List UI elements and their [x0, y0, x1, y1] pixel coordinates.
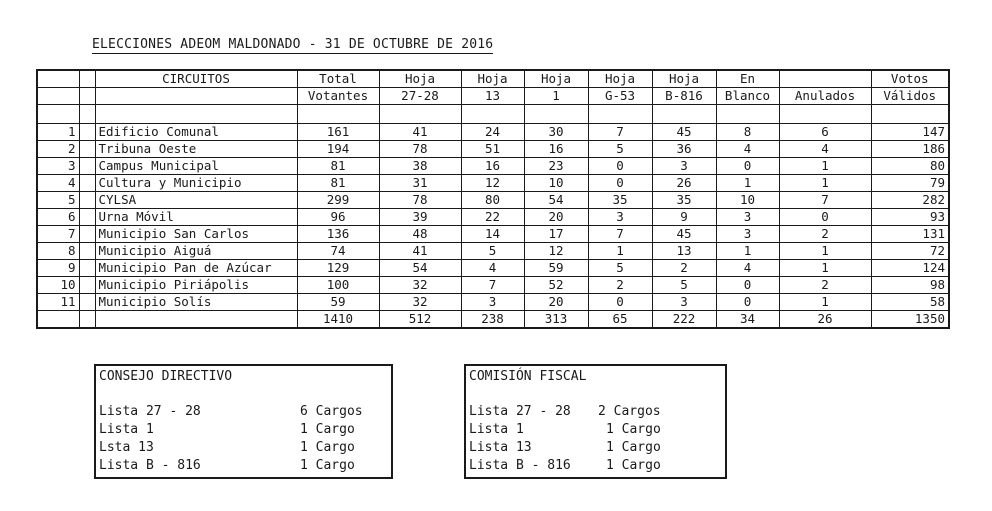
value-cell: 5 — [588, 260, 652, 277]
value-cell: 72 — [871, 243, 949, 260]
value-cell: 0 — [588, 294, 652, 311]
total-cell: 34 — [716, 311, 779, 329]
row-number: 4 — [37, 175, 79, 192]
value-cell: 36 — [652, 141, 716, 158]
row-number: 6 — [37, 209, 79, 226]
row-spacer-cell — [79, 141, 95, 158]
consejo-title: CONSEJO DIRECTIVO — [99, 369, 233, 384]
value-cell: 3 — [652, 294, 716, 311]
value-cell: 20 — [524, 294, 588, 311]
value-cell: 81 — [297, 175, 379, 192]
circuit-name: Tribuna Oeste — [95, 141, 297, 158]
value-cell: 13 — [652, 243, 716, 260]
value-cell: 24 — [461, 124, 524, 141]
table-row — [37, 158, 949, 175]
value-cell: 16 — [461, 158, 524, 175]
col-header-1: Hoja — [379, 70, 461, 88]
col-header-2: Blanco — [716, 88, 779, 105]
value-cell: 7 — [588, 124, 652, 141]
value-cell: 54 — [524, 192, 588, 209]
row-number: 8 — [37, 243, 79, 260]
value-cell: 31 — [379, 175, 461, 192]
circuit-name: Urna Móvil — [95, 209, 297, 226]
value-cell: 1 — [779, 175, 871, 192]
value-cell: 38 — [379, 158, 461, 175]
value-cell: 282 — [871, 192, 949, 209]
value-cell: 131 — [871, 226, 949, 243]
value-cell: 6 — [779, 124, 871, 141]
comision-fiscal-box — [464, 364, 727, 479]
value-cell: 35 — [652, 192, 716, 209]
value-cell: 78 — [379, 192, 461, 209]
value-cell: 5 — [652, 277, 716, 294]
col-header-1: Hoja — [461, 70, 524, 88]
value-cell: 41 — [379, 243, 461, 260]
row-spacer-cell — [79, 277, 95, 294]
value-cell: 45 — [652, 226, 716, 243]
value-cell: 186 — [871, 141, 949, 158]
value-cell: 4 — [716, 141, 779, 158]
value-cell: 93 — [871, 209, 949, 226]
value-cell: 2 — [779, 226, 871, 243]
value-cell: 7 — [779, 192, 871, 209]
row-number: 5 — [37, 192, 79, 209]
row-number: 1 — [37, 124, 79, 141]
value-cell: 0 — [716, 294, 779, 311]
value-cell: 2 — [779, 277, 871, 294]
consejo-cargos: 1 Cargo — [300, 458, 355, 473]
col-header-1: Hoja — [588, 70, 652, 88]
col-header-2: B-816 — [652, 88, 716, 105]
circuit-name: CYLSA — [95, 192, 297, 209]
consejo-cargos: 1 Cargo — [300, 440, 355, 455]
comision-cargos: 1 Cargo — [606, 422, 661, 437]
col-header-1 — [779, 70, 871, 88]
value-cell: 194 — [297, 141, 379, 158]
value-cell: 5 — [588, 141, 652, 158]
value-cell: 0 — [588, 175, 652, 192]
circuit-name: Campus Municipal — [95, 158, 297, 175]
comision-cargos: 1 Cargo — [606, 440, 661, 455]
value-cell: 161 — [297, 124, 379, 141]
value-cell: 41 — [379, 124, 461, 141]
comision-title: COMISIÓN FISCAL — [469, 369, 587, 384]
comision-cargos: 2 Cargos — [598, 404, 661, 419]
col-header-1: En — [716, 70, 779, 88]
value-cell: 1 — [716, 243, 779, 260]
value-cell: 3 — [588, 209, 652, 226]
value-cell: 3 — [652, 158, 716, 175]
value-cell: 74 — [297, 243, 379, 260]
value-cell: 78 — [379, 141, 461, 158]
row-number: 2 — [37, 141, 79, 158]
value-cell: 51 — [461, 141, 524, 158]
value-cell: 0 — [716, 277, 779, 294]
col-header-1: Total — [297, 70, 379, 88]
value-cell: 124 — [871, 260, 949, 277]
value-cell: 5 — [461, 243, 524, 260]
col-header-1: Votos — [871, 70, 949, 88]
table-row — [37, 175, 949, 192]
row-spacer-cell — [79, 124, 95, 141]
row-spacer-cell — [79, 158, 95, 175]
value-cell: 80 — [871, 158, 949, 175]
row-spacer-cell — [79, 209, 95, 226]
value-cell: 10 — [716, 192, 779, 209]
value-cell: 39 — [379, 209, 461, 226]
results-table — [36, 69, 950, 329]
value-cell: 54 — [379, 260, 461, 277]
value-cell: 0 — [588, 158, 652, 175]
total-cell: 65 — [588, 311, 652, 329]
value-cell: 3 — [716, 209, 779, 226]
value-cell: 16 — [524, 141, 588, 158]
total-cell: 222 — [652, 311, 716, 329]
value-cell: 23 — [524, 158, 588, 175]
table-row — [37, 209, 949, 226]
col-header-2: 27-28 — [379, 88, 461, 105]
col-header-2: G-53 — [588, 88, 652, 105]
value-cell: 14 — [461, 226, 524, 243]
value-cell: 35 — [588, 192, 652, 209]
value-cell: 3 — [716, 226, 779, 243]
row-number: 11 — [37, 294, 79, 311]
value-cell: 2 — [588, 277, 652, 294]
col-header-2: 1 — [524, 88, 588, 105]
value-cell: 12 — [461, 175, 524, 192]
value-cell: 9 — [652, 209, 716, 226]
totals-row — [37, 311, 949, 329]
col-header-2: 13 — [461, 88, 524, 105]
value-cell: 0 — [716, 158, 779, 175]
value-cell: 1 — [779, 260, 871, 277]
row-spacer-cell — [79, 260, 95, 277]
total-cell: 1350 — [871, 311, 949, 329]
row-number: 9 — [37, 260, 79, 277]
value-cell: 8 — [716, 124, 779, 141]
value-cell: 59 — [297, 294, 379, 311]
circuitos-header: CIRCUITOS — [95, 70, 297, 88]
col-header-1: Hoja — [652, 70, 716, 88]
table-row — [37, 260, 949, 277]
value-cell: 1 — [779, 243, 871, 260]
row-number: 10 — [37, 277, 79, 294]
value-cell: 26 — [652, 175, 716, 192]
value-cell: 80 — [461, 192, 524, 209]
comision-cargos: 1 Cargo — [606, 458, 661, 473]
value-cell: 1 — [716, 175, 779, 192]
value-cell: 136 — [297, 226, 379, 243]
value-cell: 79 — [871, 175, 949, 192]
table-row — [37, 277, 949, 294]
value-cell: 4 — [779, 141, 871, 158]
table-row — [37, 243, 949, 260]
total-cell: 26 — [779, 311, 871, 329]
value-cell: 129 — [297, 260, 379, 277]
value-cell: 12 — [524, 243, 588, 260]
value-cell: 30 — [524, 124, 588, 141]
table-row — [37, 294, 949, 311]
value-cell: 1 — [779, 294, 871, 311]
consejo-lista: Lista B - 816 — [99, 458, 201, 473]
value-cell: 299 — [297, 192, 379, 209]
table-row — [37, 226, 949, 243]
row-spacer-cell — [79, 294, 95, 311]
document-title: ELECCIONES ADEOM MALDONADO - 31 DE OCTUBRE DE 2016 — [92, 37, 494, 52]
value-cell: 59 — [524, 260, 588, 277]
value-cell: 32 — [379, 277, 461, 294]
row-spacer-cell — [79, 192, 95, 209]
value-cell: 22 — [461, 209, 524, 226]
col-header-2: Anulados — [779, 88, 871, 105]
value-cell: 52 — [524, 277, 588, 294]
value-cell: 4 — [461, 260, 524, 277]
consejo-cargos: 6 Cargos — [300, 404, 363, 419]
value-cell: 2 — [652, 260, 716, 277]
value-cell: 10 — [524, 175, 588, 192]
value-cell: 7 — [461, 277, 524, 294]
value-cell: 4 — [716, 260, 779, 277]
row-number: 3 — [37, 158, 79, 175]
value-cell: 1 — [779, 158, 871, 175]
value-cell: 48 — [379, 226, 461, 243]
value-cell: 3 — [461, 294, 524, 311]
value-cell: 45 — [652, 124, 716, 141]
circuit-name: Municipio Pan de Azúcar — [95, 260, 297, 277]
value-cell: 1 — [588, 243, 652, 260]
circuit-name: Municipio Aiguá — [95, 243, 297, 260]
circuit-name: Municipio Solís — [95, 294, 297, 311]
value-cell: 147 — [871, 124, 949, 141]
consejo-lista: Lsta 13 — [99, 440, 154, 455]
consejo-lista: Lista 1 — [99, 422, 154, 437]
value-cell: 96 — [297, 209, 379, 226]
value-cell: 100 — [297, 277, 379, 294]
row-spacer-cell — [79, 175, 95, 192]
value-cell: 7 — [588, 226, 652, 243]
value-cell: 0 — [779, 209, 871, 226]
value-cell: 81 — [297, 158, 379, 175]
value-cell: 20 — [524, 209, 588, 226]
table-row — [37, 192, 949, 209]
col-header-2: Válidos — [871, 88, 949, 105]
total-cell: 512 — [379, 311, 461, 329]
row-spacer-cell — [79, 226, 95, 243]
consejo-cargos: 1 Cargo — [300, 422, 355, 437]
consejo-directivo-box — [94, 364, 393, 479]
row-spacer-cell — [79, 243, 95, 260]
value-cell: 17 — [524, 226, 588, 243]
circuit-name: Municipio San Carlos — [95, 226, 297, 243]
value-cell: 58 — [871, 294, 949, 311]
circuit-name: Cultura y Municipio — [95, 175, 297, 192]
value-cell: 98 — [871, 277, 949, 294]
circuit-name: Municipio Piriápolis — [95, 277, 297, 294]
table-row — [37, 124, 949, 141]
value-cell: 32 — [379, 294, 461, 311]
consejo-lista: Lista 27 - 28 — [99, 404, 201, 419]
total-cell: 1410 — [297, 311, 379, 329]
comision-lista: Lista 27 - 28 — [469, 404, 571, 419]
col-header-1: Hoja — [524, 70, 588, 88]
spacer-row — [37, 105, 949, 124]
comision-lista: Lista 1 — [469, 422, 524, 437]
circuit-name: Edificio Comunal — [95, 124, 297, 141]
row-number: 7 — [37, 226, 79, 243]
table-row — [37, 141, 949, 158]
col-header-2: Votantes — [297, 88, 379, 105]
comision-lista: Lista B - 816 — [469, 458, 571, 473]
total-cell: 313 — [524, 311, 588, 329]
total-cell: 238 — [461, 311, 524, 329]
header-row-1 — [37, 70, 949, 88]
header-row-2 — [37, 88, 949, 105]
comision-lista: Lista 13 — [469, 440, 532, 455]
